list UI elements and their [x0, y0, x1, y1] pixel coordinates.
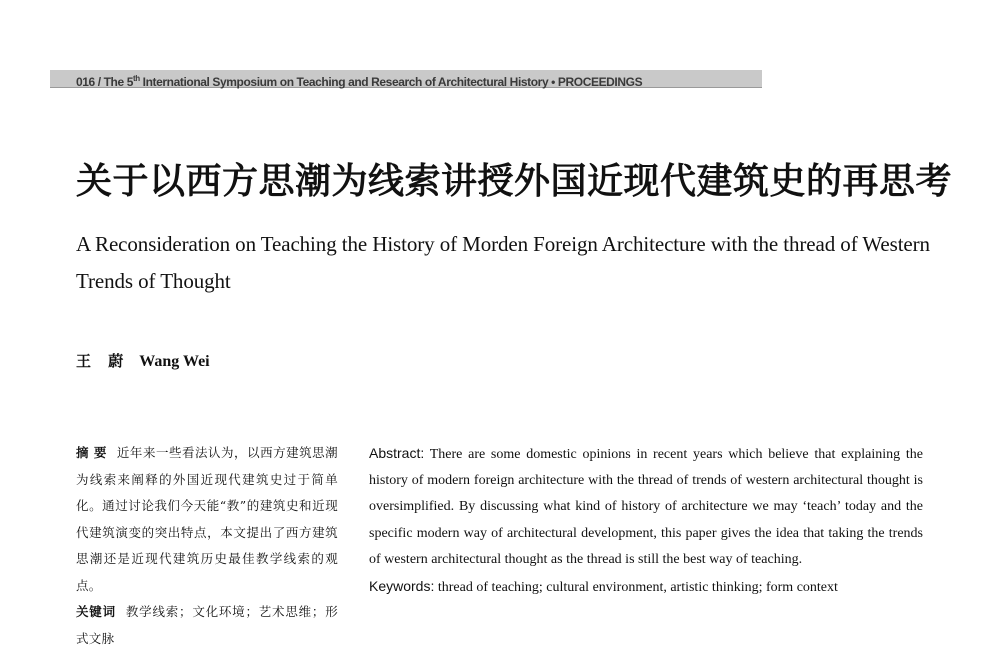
author-name-english: Wang Wei [139, 353, 210, 370]
english-abstract-text: There are some domestic opinions in recent years which believe that explaining the history of modern foreign architecture with the thread of trends of western architectural thought is oversimplified. By discussing what kind of history of architecture we may ‘teach’ today and the specific modern way of architectural development, this paper gives the idea that taking the trends of western architectural thought as the thread is still the best way of teaching. [369, 447, 923, 567]
running-header-text-start: 016 / The 5 [76, 75, 133, 89]
english-title: A Reconsideration on Teaching the History of Morden Foreign Architecture with the thread of Western Trends of Thought [76, 232, 930, 293]
chinese-keywords-text: 教学线索；文化环境；艺术思维；形式文脉 [76, 604, 338, 646]
author-name-chinese: 王 蔚 [76, 352, 130, 370]
chinese-title: 关于以西方思潮为线索讲授外国近现代建筑史的再思考 [76, 161, 953, 202]
chinese-abstract-label: 摘 要 [76, 445, 107, 460]
running-header-text-end: International Symposium on Teaching and Research of Architectural History • PROCEEDINGS [139, 75, 643, 89]
chinese-keywords-label: 关键词 [76, 604, 116, 619]
english-abstract-label: Abstract: [369, 445, 425, 461]
english-keywords-text: thread of teaching; cultural environment, artistic thinking; form context [437, 580, 838, 596]
english-abstract [369, 440, 923, 601]
chinese-abstract-text: 近年来一些看法认为，以西方建筑思潮为线索来阐释的外国近现代建筑史过于简单化。通过讨论我们今天能“教”的建筑史和近现代建筑演变的突出特点，本文提出了西方建筑思潮还是近现代建筑历史最佳教学线索的观点。 [76, 445, 338, 593]
running-header [76, 71, 762, 90]
chinese-abstract [76, 440, 338, 652]
english-keywords-label: Keywords: [369, 578, 435, 595]
author-line [76, 350, 210, 373]
running-header-superscript: th [132, 74, 140, 83]
